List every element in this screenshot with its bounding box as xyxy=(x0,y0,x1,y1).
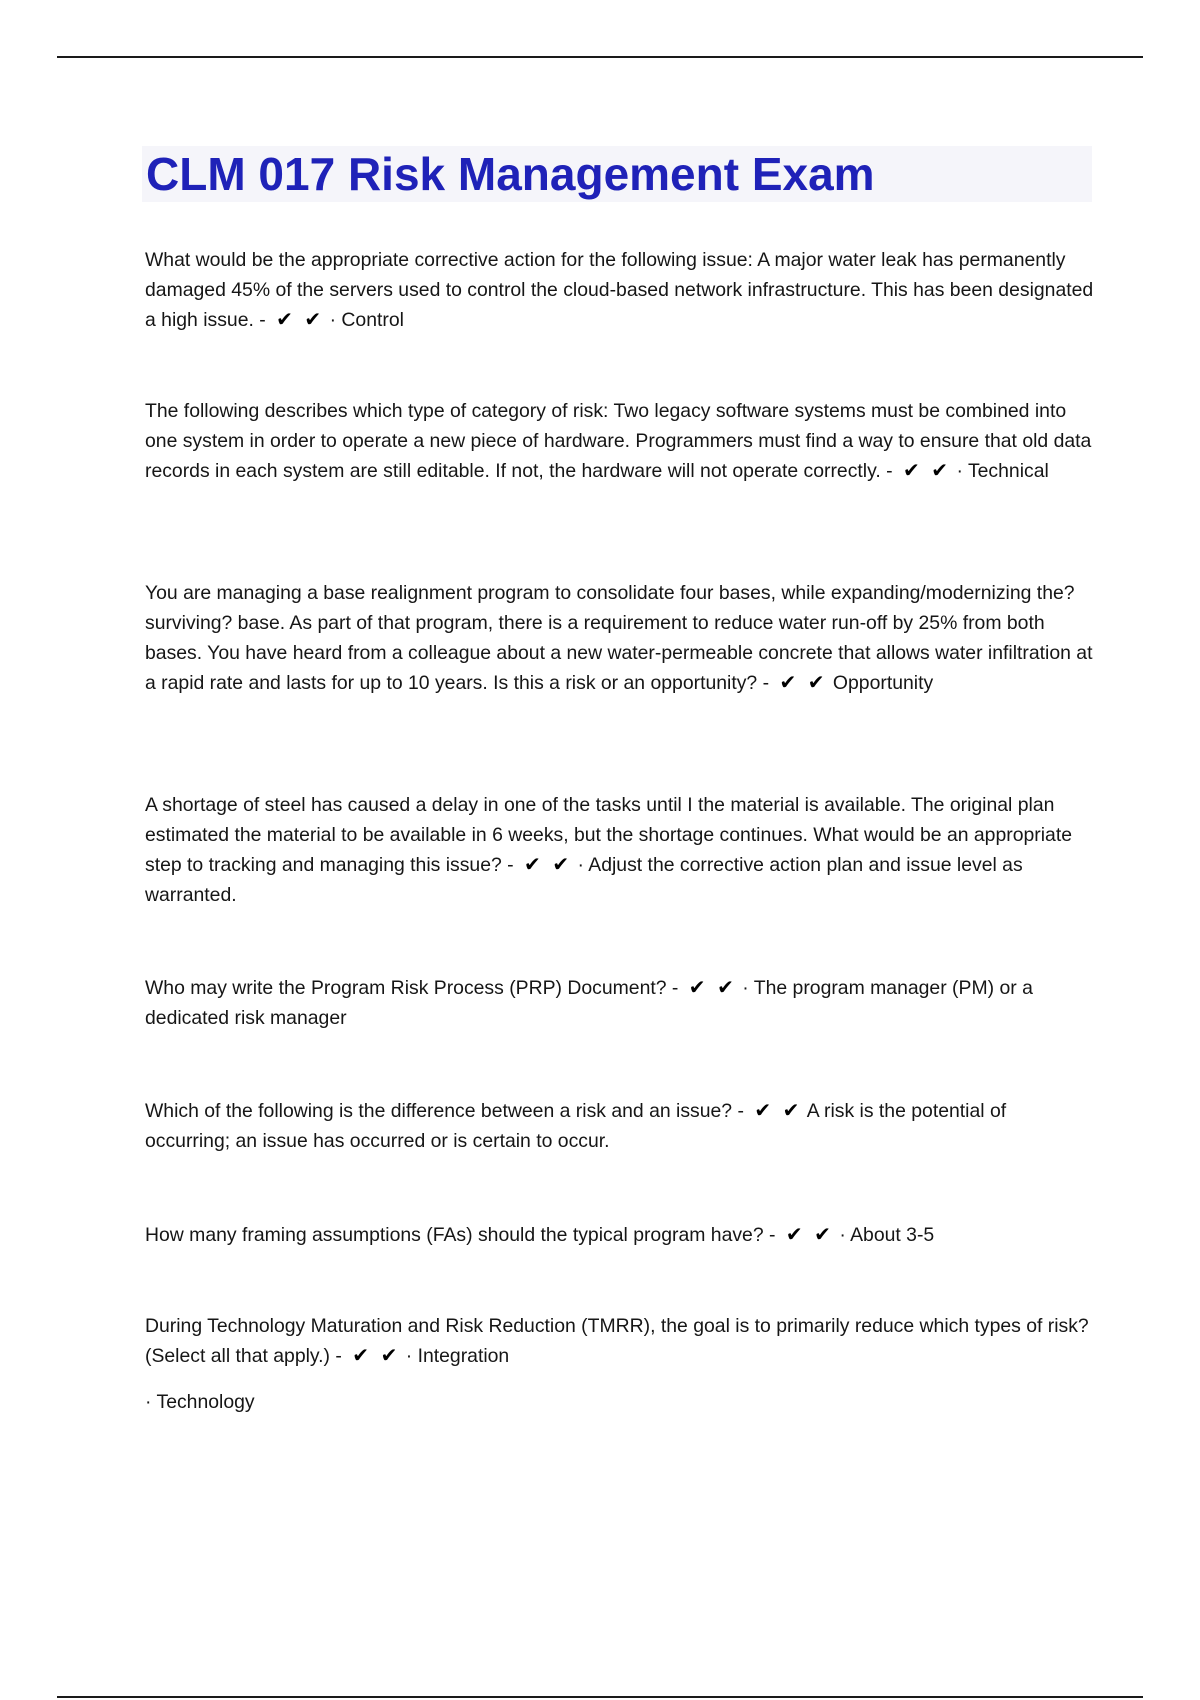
qa-item-5 xyxy=(145,973,1095,1033)
qa-item-2 xyxy=(145,396,1095,486)
question-text: You are managing a base realignment program to consolidate four bases, while expanding/modernizing the? surviving? base. As part of that program, there is a requirement to reduce water run-off by 25% from both bases. You have heard from a colleague about a new water-permeable concrete that allows water infiltration at a rapid rate and lasts for up to 10 years. Is this a risk or an opportunity? - xyxy=(145,582,1093,694)
checkmark-icon: ✔ ✔ xyxy=(785,1224,834,1246)
qa-item-3 xyxy=(145,578,1095,698)
checkmark-icon: ✔ ✔ xyxy=(524,854,573,876)
page-title: CLM 017 Risk Management Exam xyxy=(146,148,875,200)
checkmark-icon: ✔ ✔ xyxy=(276,309,325,331)
checkmark-icon: ✔ ✔ xyxy=(779,672,828,694)
answer-text: · The program manager (PM) or a dedicated risk manager xyxy=(145,977,1033,1029)
answer-extra-text: · Technology xyxy=(145,1391,255,1413)
question-text: During Technology Maturation and Risk Reduction (TMRR), the goal is to primarily reduce which types of risk? (Select all that apply.) - xyxy=(145,1315,1089,1367)
question-text: How many framing assumptions (FAs) should the typical program have? - xyxy=(145,1224,776,1246)
checkmark-icon: ✔ ✔ xyxy=(754,1100,803,1122)
checkmark-icon: ✔ ✔ xyxy=(902,460,952,482)
qa-item-4 xyxy=(145,790,1095,910)
qa-item-8 xyxy=(145,1311,1095,1417)
answer-text: · Technical xyxy=(956,460,1049,482)
question-text: Who may write the Program Risk Process (PRP) Document? - xyxy=(145,977,679,999)
top-rule xyxy=(57,56,1143,58)
qa-item-6 xyxy=(145,1096,1095,1156)
answer-text: · About 3-5 xyxy=(839,1224,935,1246)
checkmark-icon: ✔ ✔ xyxy=(352,1345,401,1367)
answer-text: · Adjust the corrective action plan and issue level as warranted. xyxy=(145,854,1023,906)
answer-text: Opportunity xyxy=(832,672,934,694)
qa-item-1 xyxy=(145,245,1095,335)
question-text: What would be the appropriate corrective action for the following issue: A major water leak has permanently damaged 45% of the servers used to control the cloud-based network infrastructure. This has been designated a high issue. - xyxy=(145,249,1094,331)
question-text: A shortage of steel has caused a delay in one of the tasks until I the material is available. The original plan estimated the material to be available in 6 weeks, but the shortage continues. What would be an appropriate step to tracking and managing this issue? - xyxy=(145,794,1073,876)
answer-text: · Control xyxy=(329,309,404,331)
qa-item-7 xyxy=(145,1220,1095,1250)
question-text: Which of the following is the difference between a risk and an issue? - xyxy=(145,1100,744,1122)
question-text: The following describes which type of category of risk: Two legacy software systems must be combined into one system in order to operate a new piece of hardware. Programmers must find a way to ensure that old data records in each system are still editable. If not, the hardware will not operate correctly. - xyxy=(145,400,1092,482)
bottom-rule xyxy=(57,1696,1143,1698)
checkmark-icon: ✔ ✔ xyxy=(688,977,737,999)
answer-text: · Integration xyxy=(405,1345,510,1367)
answer-text: A risk is the potential of occurring; an issue has occurred or is certain to occur. xyxy=(145,1100,1007,1152)
